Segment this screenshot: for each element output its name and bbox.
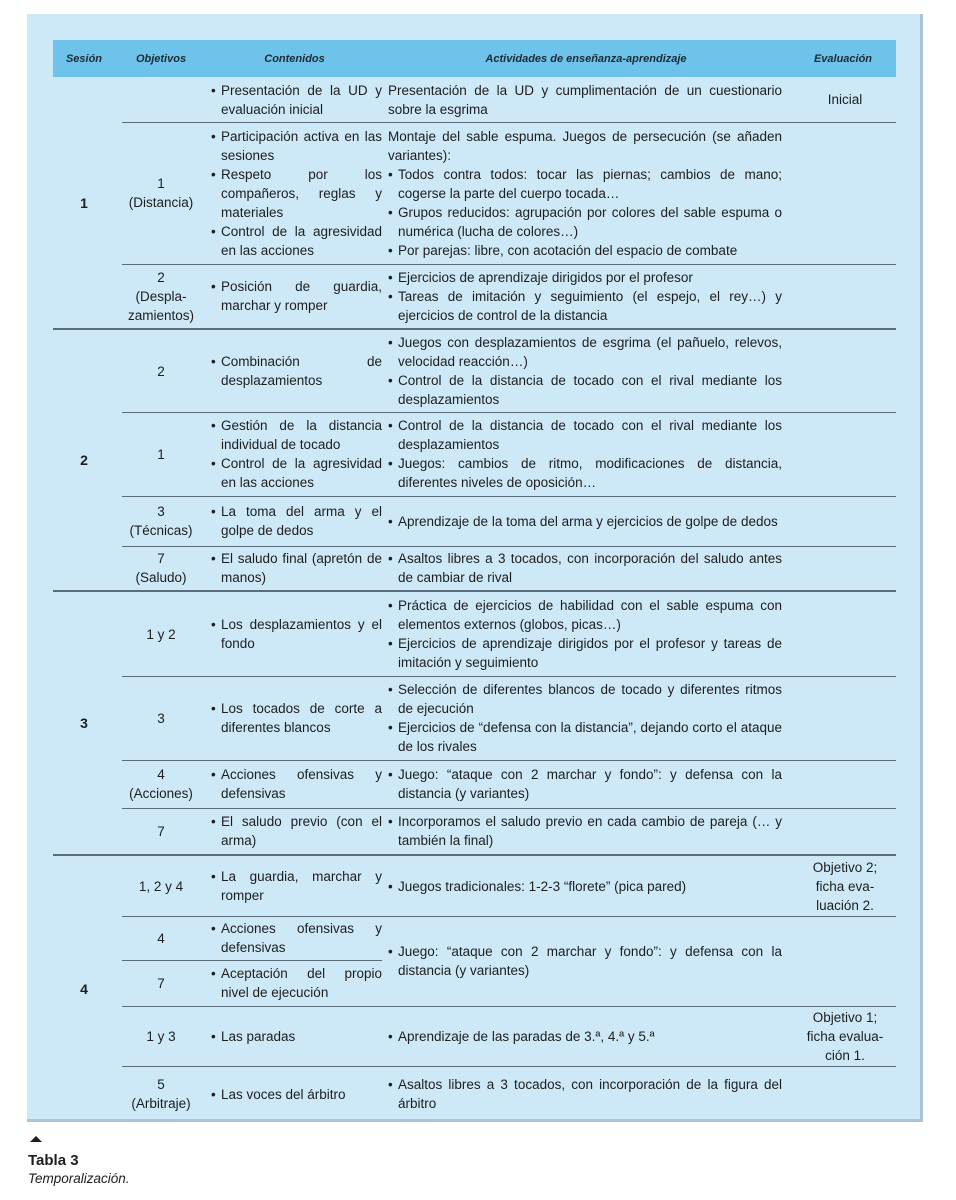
contenido-cell: • Acciones ofensivas y defensivas	[211, 767, 382, 801]
table-row	[115, 916, 896, 1006]
objetivo-cell: 1, 2 y 4	[138, 878, 184, 894]
table-row	[115, 676, 896, 760]
evaluacion-cell	[790, 496, 896, 546]
contenido-cell: • Aceptación del propio nivel de ejecución	[211, 966, 382, 1000]
evaluacion-cell: Inicial	[827, 92, 863, 107]
contenido-cell: • Las voces del árbitro	[211, 1086, 346, 1102]
evaluacion-cell	[790, 122, 896, 264]
sub-row	[115, 916, 382, 960]
contenido-cell: • Los tocados de corte a diferentes blancos	[211, 701, 382, 735]
objetivo-cell: 1	[157, 446, 165, 462]
objetivo-cell: 1 (Distancia)	[128, 176, 194, 210]
table-row	[115, 264, 896, 328]
table-caption	[28, 1136, 130, 1186]
evaluacion-cell	[790, 264, 896, 328]
session-4	[53, 856, 896, 1122]
actividad-cell: • Asaltos libres a 3 tocados, con incorporación de la figura del árbitro	[388, 1077, 782, 1111]
header-objetivos: Objetivos	[135, 52, 187, 65]
evaluacion-cell	[790, 808, 896, 854]
objetivo-cell: 7	[157, 823, 165, 839]
actividad-cell: • Juego: “ataque con 2 marchar y fondo”: y defensa con la distancia (y variantes)	[388, 767, 782, 801]
evaluacion-cell	[790, 412, 896, 496]
actividad-cell: • Juego: “ataque con 2 marchar y fondo”: y defensa con la distancia (y variantes)	[388, 944, 782, 978]
session-2	[53, 330, 896, 592]
sub-row	[115, 960, 382, 1006]
actividad-cell: • Práctica de ejercicios de habilidad con el sable espuma con elementos externos (globos, picas…) • Ejercicios de aprendizaje dirigidos por el profesor y tareas de imitación y seguimiento	[388, 598, 782, 670]
table-row	[115, 412, 896, 496]
session-number: 1	[80, 194, 88, 211]
contenido-cell: • Acciones ofensivas y defensivas	[211, 921, 382, 955]
table-row	[115, 77, 896, 122]
actividad-cell: • Asaltos libres a 3 tocados, con incorporación del saludo antes de cambiar de rival	[388, 551, 782, 585]
objetivo-cell: 5 (Arbitraje)	[131, 1077, 191, 1111]
objetivo-cell: 4 (Acciones)	[129, 767, 193, 801]
objetivo-cell: 1 y 3	[146, 1028, 176, 1044]
objetivo-cell: 3 (Técnicas)	[129, 504, 193, 538]
session-3	[53, 592, 896, 856]
header-sesion: Sesión	[65, 52, 103, 65]
objetivo-cell: 2 (Despla- zamientos)	[127, 269, 195, 323]
evaluacion-cell	[790, 676, 896, 760]
table-row	[115, 1006, 896, 1066]
contenido-cell: • Combinación de desplazamientos	[211, 354, 382, 388]
table-row	[115, 808, 896, 854]
contenido-cell: • La toma del arma y el golpe de dedos	[211, 504, 382, 538]
contenido-cell: • Gestión de la distancia individual de tocado • Control de la agresividad en las acciones	[211, 418, 382, 490]
contenido-cell: • El saludo previo (con el arma)	[211, 814, 382, 848]
evaluacion-cell	[790, 760, 896, 808]
header-actividades: Actividades de enseñanza-aprendizaje	[485, 52, 687, 65]
objetivo-cell: 7	[157, 975, 165, 991]
table-row	[115, 496, 896, 546]
header-contenidos: Contenidos	[264, 52, 325, 65]
actividad-cell: • Selección de diferentes blancos de tocado y diferentes ritmos de ejecución • Ejercicios de “defensa con la distancia”, dejando corto el ataque de los rivales	[388, 682, 782, 754]
actividad-cell: • Control de la distancia de tocado con el rival mediante los desplazamientos • Juegos: cambios de ritmo, modificaciones de distancia, diferentes niveles de oposición…	[388, 418, 782, 490]
table-row	[115, 546, 896, 590]
contenido-cell: • Las paradas	[211, 1028, 296, 1044]
header-evaluacion: Evaluación	[813, 52, 873, 65]
contenido-cell: • La guardia, marchar y romper	[211, 869, 382, 903]
evaluacion-cell	[790, 592, 896, 676]
session-number: 4	[80, 981, 88, 997]
caption-arrow-icon	[30, 1136, 42, 1142]
actividad-cell: • Aprendizaje de las paradas de 3.ª, 4.ª y 5.ª	[388, 1028, 655, 1044]
contenido-cell: • El saludo final (apretón de manos)	[211, 551, 382, 585]
table-row	[115, 330, 896, 412]
evaluacion-cell: Objetivo 2; ficha eva- luación 2.	[812, 859, 878, 913]
objetivo-cell: 2	[157, 363, 165, 379]
table-row	[115, 122, 896, 264]
actividad-cell: Presentación de la UD y cumplimentación de un cuestionario sobre la esgrima	[388, 82, 782, 117]
objetivo-cell: 3	[157, 710, 165, 726]
objetivo-cell: 4	[157, 930, 165, 946]
schedule-table	[53, 40, 896, 1122]
actividad-cell: • Juegos tradicionales: 1-2-3 “florete” (pica pared)	[388, 878, 687, 894]
objetivo-cell: 7 (Saludo)	[135, 551, 187, 585]
table-row	[115, 760, 896, 808]
actividad-cell: • Ejercicios de aprendizaje dirigidos por el profesor • Tareas de imitación y seguimiento (el espejo, el rey…) y ejercicios de control de la distancia	[388, 269, 782, 323]
session-number: 3	[80, 715, 88, 731]
table-header	[53, 40, 896, 77]
actividad-cell: • Juegos con desplazamientos de esgrima (el pañuelo, relevos, velocidad reacción…) • Control de la distancia de tocado con el rival mediante los desplazamientos	[388, 335, 782, 407]
caption-title: Tabla 3	[28, 1152, 79, 1169]
evaluacion-cell	[790, 1066, 896, 1122]
table-row	[115, 856, 896, 916]
objetivo-cell: 1 y 2	[146, 626, 176, 642]
contenido-cell: • Los desplazamientos y el fondo	[211, 617, 382, 651]
table-row	[115, 592, 896, 676]
evaluacion-cell	[790, 330, 896, 412]
caption-subtitle: Temporalización.	[28, 1171, 130, 1186]
actividad-cell: • Incorporamos el saludo previo en cada cambio de pareja (… y también la final)	[388, 814, 782, 848]
session-number: 2	[80, 452, 88, 468]
actividad-cell: Montaje del sable espuma. Juegos de persecución (se añaden variantes): • Todos contra todos: tocar las piernas; cambios de mano; cogerse la parte del cuerpo tocada… • Grupos reducidos: agrupación por colores del sable espuma o numérica (lucha de colores…) • Por parejas: libre, con acotación del espacio de combate	[388, 128, 782, 258]
evaluacion-cell	[790, 546, 896, 590]
objetivo-cell	[115, 77, 207, 122]
session-1	[53, 77, 896, 330]
table-row	[115, 1066, 896, 1122]
contenido-cell: • Posición de guardia, marchar y romper	[211, 279, 382, 313]
evaluacion-cell: Objetivo 1; ficha evalua- ción 1.	[806, 1009, 884, 1063]
contenido-cell: • Participación activa en las sesiones • Respeto por los compañeros, reglas y materiales • Control de la agresividad en las acciones	[211, 128, 382, 258]
contenido-cell: • Presentación de la UD y evaluación inicial	[211, 82, 382, 117]
actividad-cell: • Aprendizaje de la toma del arma y ejercicios de golpe de dedos	[388, 513, 778, 529]
